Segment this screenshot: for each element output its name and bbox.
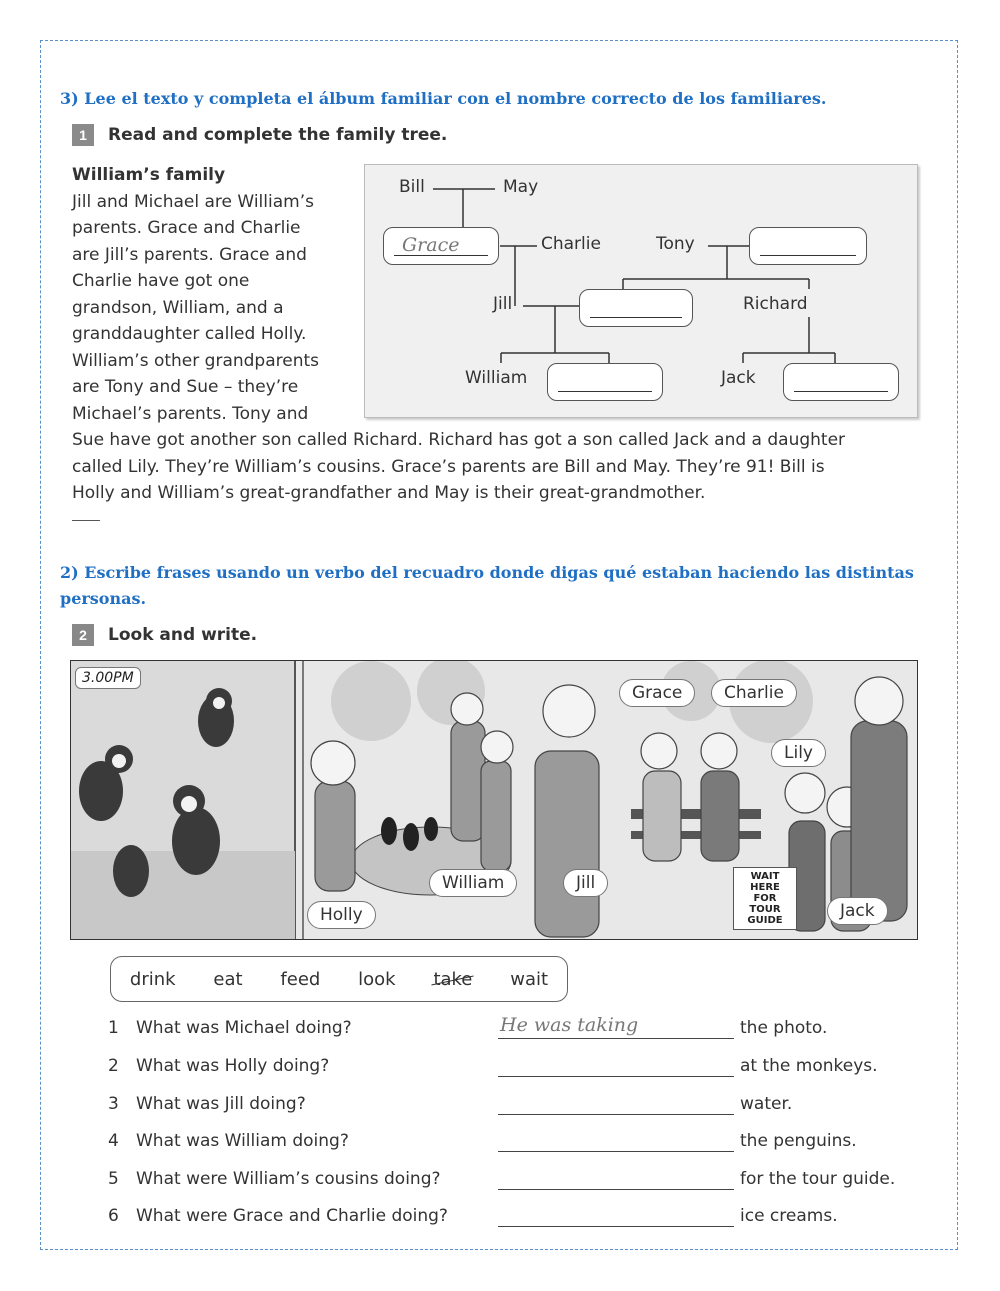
instruction-section-2: 2) Escribe frases usando un verbo del recuadro donde digas qué estaban haciendo las distintas personas.	[60, 563, 914, 608]
answer-field[interactable]	[498, 1127, 734, 1152]
verb-feed: feed	[280, 968, 321, 990]
exercise-1-title: Read and complete the family tree.	[108, 125, 448, 145]
tree-answer-box-michael[interactable]	[579, 289, 693, 327]
tree-name-jack: Jack	[721, 368, 756, 388]
tree-name-jill: Jill	[493, 294, 513, 314]
question-row	[108, 1127, 918, 1155]
tree-name-charlie: Charlie	[541, 234, 601, 254]
question-ending: the photo.	[740, 1018, 828, 1038]
exercise-2-title: Look and write.	[108, 625, 258, 645]
scene-label-jack: Jack	[827, 897, 888, 925]
tour-guide-sign	[733, 867, 797, 930]
question-number: 6	[108, 1206, 119, 1226]
question-number: 2	[108, 1056, 119, 1076]
story-line: Charlie have got one	[72, 271, 250, 291]
exercise-number-badge: 2	[72, 624, 94, 646]
verb-eat: eat	[213, 968, 243, 990]
family-tree	[364, 164, 918, 418]
question-number: 1	[108, 1018, 119, 1038]
exercise-2-heading	[72, 624, 257, 646]
story-line: Jill and Michael are William’s	[72, 191, 314, 212]
verb-take-crossed: take	[433, 968, 473, 990]
answer-field[interactable]	[498, 1202, 734, 1227]
scene-label-william: William	[429, 869, 517, 897]
story-line: grandson, William, and a	[72, 297, 284, 318]
question-ending: water.	[740, 1094, 793, 1114]
story-line: Holly and William’s great-grandfather and May is their great-grandmother.	[72, 483, 706, 503]
sign-line: FOR	[753, 893, 777, 904]
tree-answer-box-holly[interactable]	[547, 363, 663, 401]
answer-field[interactable]	[498, 1052, 734, 1077]
story-line: Michael’s parents. Tony and	[72, 403, 309, 424]
question-text: What was William doing?	[136, 1131, 349, 1151]
zoo-illustration	[70, 660, 918, 940]
question-number: 4	[108, 1131, 119, 1151]
question-number: 3	[108, 1094, 119, 1114]
question-number: 5	[108, 1169, 119, 1189]
answer-field[interactable]	[498, 1165, 734, 1190]
question-row	[108, 1090, 918, 1118]
scene-label-holly: Holly	[307, 901, 376, 929]
tree-name-bill: Bill	[399, 177, 425, 197]
story-line: parents. Grace and Charlie	[72, 218, 301, 238]
tree-name-richard: Richard	[743, 294, 808, 314]
divider	[72, 520, 100, 521]
tree-name-may: May	[503, 177, 539, 197]
story-line: are Tony and Sue – they’re	[72, 377, 299, 397]
tree-answer-box-sue[interactable]	[749, 227, 867, 265]
story-column	[72, 162, 352, 427]
tree-answer-grace: Grace	[402, 234, 460, 256]
tree-name-william: William	[465, 368, 528, 388]
question-ending: for the tour guide.	[740, 1169, 896, 1189]
question-row	[108, 1202, 918, 1230]
answer-field[interactable]	[498, 1014, 734, 1039]
tree-answer-box-lily[interactable]	[783, 363, 899, 401]
story-wide-text	[72, 427, 932, 507]
scene-label-lily: Lily	[771, 739, 826, 767]
verb-box	[110, 956, 568, 1002]
answer-line	[394, 255, 488, 256]
question-text: What was Holly doing?	[136, 1056, 330, 1076]
answer-line	[760, 255, 856, 256]
answer-field[interactable]	[498, 1090, 734, 1115]
answer-line	[590, 317, 682, 318]
answer-text: He was taking	[500, 1014, 639, 1036]
sign-line: WAIT HERE	[750, 871, 780, 893]
scene-time-label: 3.00PM	[75, 667, 141, 689]
story-line: called Lily. They’re William’s cousins. Grace’s parents are Bill and May. They’re 91! Bill is	[72, 456, 825, 477]
exercise-number-badge: 1	[72, 124, 94, 146]
question-text: What were Grace and Charlie doing?	[136, 1206, 448, 1226]
question-text: What were William’s cousins doing?	[136, 1169, 441, 1189]
tree-name-tony: Tony	[656, 234, 695, 254]
answer-line	[558, 391, 652, 392]
instruction-section-3: 3) Lee el texto y completa el álbum familiar con el nombre correcto de los familiares.	[60, 89, 827, 108]
question-text: What was Jill doing?	[136, 1094, 306, 1114]
question-ending: at the monkeys.	[740, 1056, 878, 1076]
verb-drink: drink	[129, 968, 176, 990]
question-text: What was Michael doing?	[136, 1018, 352, 1038]
story-line: Sue have got another son called Richard. Richard has got a son called Jack and a daughter	[72, 430, 846, 450]
question-row	[108, 1165, 918, 1193]
scene-label-grace: Grace	[619, 679, 695, 707]
verb-wait: wait	[510, 968, 549, 990]
story-line: are Jill’s parents. Grace and	[72, 244, 307, 265]
sign-line: TOUR GUIDE	[747, 904, 783, 926]
question-row	[108, 1014, 918, 1042]
story-line: William’s other grandparents	[72, 350, 320, 371]
story-title: William’s family	[72, 165, 226, 185]
scene-label-charlie: Charlie	[711, 679, 797, 707]
story-line: granddaughter called Holly.	[72, 324, 307, 344]
answer-line	[794, 391, 888, 392]
question-row	[108, 1052, 918, 1080]
verb-look: look	[358, 968, 396, 990]
question-ending: ice creams.	[740, 1206, 838, 1226]
tree-answer-box-grace[interactable]	[383, 227, 499, 265]
exercise-1-heading	[72, 124, 447, 146]
question-ending: the penguins.	[740, 1131, 857, 1151]
scene-label-jill: Jill	[563, 869, 608, 897]
